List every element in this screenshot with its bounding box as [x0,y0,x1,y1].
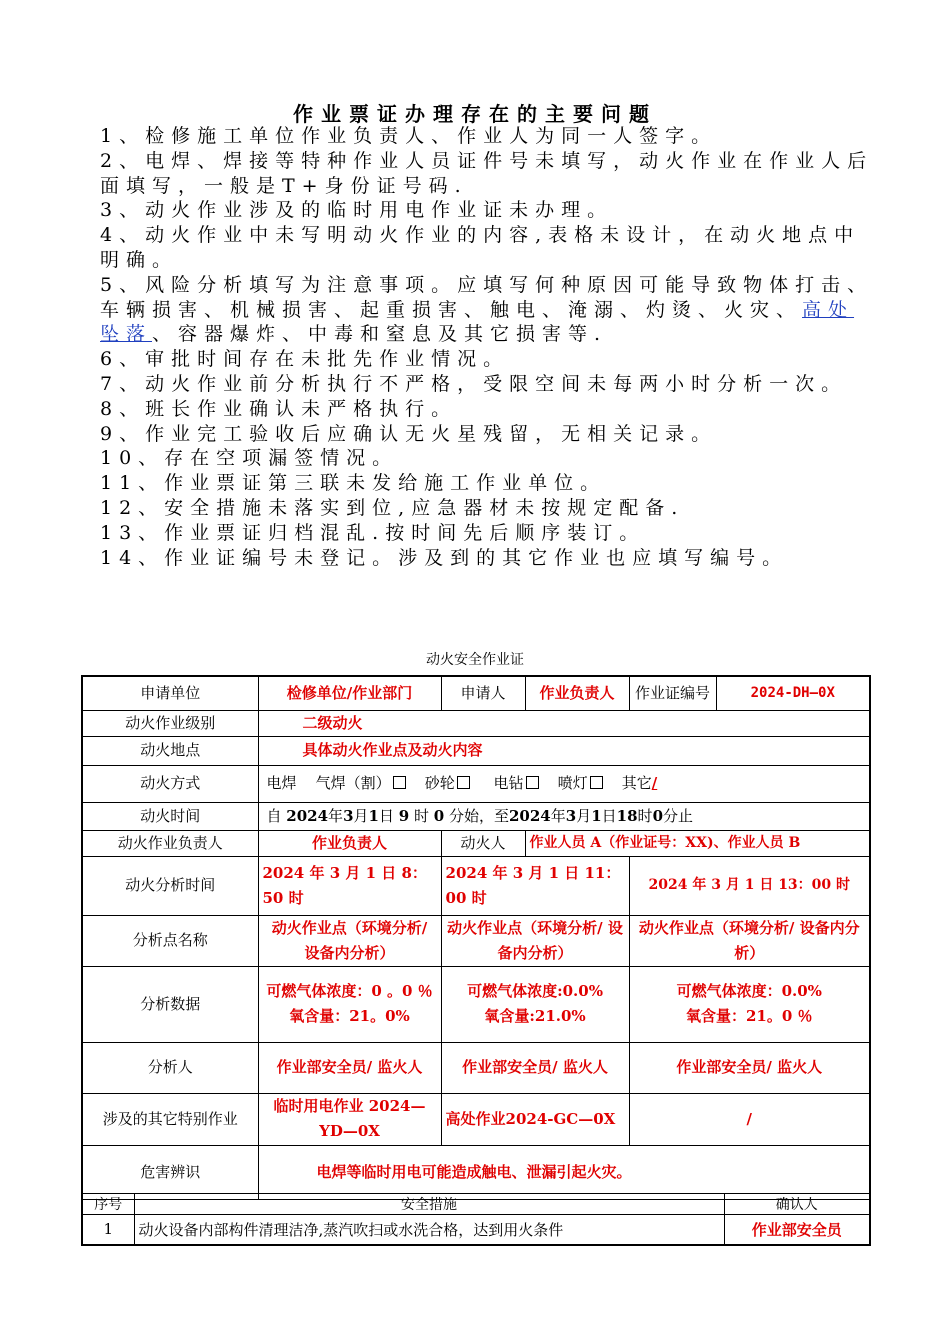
label-hot-work-leader: 动火作业负责人 [82,830,258,856]
label-hot-work-operator: 动火人 [441,830,525,856]
method-other-mark: / [651,774,658,792]
issue-item: 13、作业票证归档混乱.按时间先后顺序装订。 [100,521,646,544]
analysis-time-2: 2024 年 3 月 1 日 11：00 时 [441,856,629,915]
time-text: 分始，至 [448,806,509,825]
label-hot-work-level: 动火作业级别 [82,710,258,736]
time-text: 日 [378,806,394,825]
end-year: 2024 [509,806,551,825]
label-hot-work-method: 动火方式 [82,765,258,802]
analysis-point-2: 动火作业点（环境分析/ 设备内分析） [441,915,629,966]
value-hot-work-leader: 作业负责人 [258,830,441,856]
time-text: 分止 [663,806,694,825]
issue-item: 7、动火作业前分析执行不严格，受限空间未每两小时分析一次。 [100,372,848,395]
analyst-2: 作业部安全员/ 监火人 [441,1042,629,1093]
value-hot-work-level: 二级动火 [258,710,870,736]
time-text: 时 [637,806,653,825]
analysis-time-1: 2024 年 3 月 1 日 8：50 时 [258,856,441,915]
label-other-special-work: 涉及的其它特别作业 [82,1093,258,1145]
time-text: 年 [328,806,344,825]
analysis-time-3: 2024 年 3 月 1 日 13：00 时 [629,856,870,915]
checkbox-drilling[interactable] [526,776,539,789]
start-minute: 0 [433,806,445,825]
issue-item: 14、作业证编号未登记。涉及到的其它作业也应填写编号。 [100,546,789,569]
issue-item: 10、存在空项漏签情况。 [100,447,399,470]
analysis-data-1 [258,966,441,1042]
other-work-3: / [629,1093,870,1145]
end-hour: 18 [616,806,638,825]
measure-number: 1 [82,1215,134,1245]
issues-list [100,124,880,570]
issue-item: 2、电焊、焊接等特种作业人员证件号未填写，动火作业在作业人后面填写，一般是T+身份证号码. [100,149,874,197]
analyst-3: 作业部安全员/ 监火人 [629,1042,870,1093]
hyperlink-high-fall[interactable]: 高处坠落 [100,298,855,346]
time-text: 月 [353,806,369,825]
hot-work-time-range [258,802,870,830]
issue-item: 4、动火作业中未写明动火作业的内容,表格未设计，在动火地点中明确。 [100,224,861,271]
value-applicant: 作业负责人 [525,676,629,710]
header-safety-measure: 安全措施 [134,1194,724,1215]
checkbox-gas-welding[interactable] [393,776,406,789]
issue-5-text-b: 、容器爆炸、中毒和窒息及其它损害等. [152,323,608,346]
value-hazard-identification: 电焊等临时用电可能造成触电、泄漏引起火灾。 [258,1145,870,1199]
value-hot-work-location: 具体动火作业点及动火内容 [258,736,870,765]
safety-measures-table [81,1193,871,1246]
start-month: 3 [343,806,354,825]
label-analyst: 分析人 [82,1042,258,1093]
method-grinding: 砂轮 [424,774,455,792]
analysis-data-2 [441,966,629,1042]
start-hour: 9 [398,806,410,825]
label-cert-number: 作业证编号 [629,676,716,710]
label-analysis-data: 分析数据 [82,966,258,1042]
oxygen-content: 氧含量：21。0% [289,1007,410,1025]
value-applicant-unit: 检修单位/作业部门 [258,676,441,710]
label-hazard-identification: 危害辨识 [82,1145,258,1199]
gas-concentration: 可燃气体浓度:0.0% [467,982,603,1000]
document-title: 作业票证办理存在的主要问题 [293,102,657,126]
time-text: 日 [601,806,617,825]
time-text: 自 [266,806,282,825]
method-gas-welding: 气焊（割） [315,774,391,792]
end-day: 1 [591,806,602,825]
method-electric-welding: 电焊 [266,774,297,792]
issue-item: 3、动火作业涉及的临时用电作业证未办理。 [100,199,614,222]
analysis-data-3 [629,966,870,1042]
issue-item: 12、安全措施未落实到位,应急器材未按规定配备. [100,496,685,519]
value-hot-work-operator: 作业人员 A（作业证号：XX)、作业人员 B [525,830,870,856]
label-analysis-time: 动火分析时间 [82,856,258,915]
hot-work-permit-table [81,675,871,1200]
other-work-1: 临时用电作业 2024—YD—0X [258,1093,441,1145]
analyst-1: 作业部安全员/ 监火人 [258,1042,441,1093]
measure-text: 动火设备内部构件清理洁净,蒸汽吹扫或水洗合格，达到用火条件 [134,1215,724,1245]
method-blowtorch: 喷灯 [557,774,588,792]
label-analysis-point: 分析点名称 [82,915,258,966]
time-text: 时 [413,806,429,825]
oxygen-content: 氧含量：21。0 ％ [685,1007,813,1025]
header-confirmer: 确认人 [724,1194,870,1215]
label-hot-work-time: 动火时间 [82,802,258,830]
measure-confirmer: 作业部安全员 [724,1215,870,1245]
analysis-point-3: 动火作业点（环境分析/ 设备内分析） [629,915,870,966]
method-drilling: 电钻 [493,774,524,792]
end-minute: 0 [652,806,663,825]
time-text: 年 [550,806,566,825]
issue-item: 6、审批时间存在未批先作业情况。 [100,348,510,371]
table-row [82,1215,870,1245]
issue-item: 9、作业完工验收后应确认无火星残留，无相关记录。 [100,422,718,445]
analysis-point-1: 动火作业点（环境分析/ 设备内分析） [258,915,441,966]
end-month: 3 [565,806,577,825]
checkbox-blowtorch[interactable] [590,776,603,789]
issue-item: 11、作业票证第三联未发给施工作业单位。 [100,472,607,495]
label-applicant-unit: 申请单位 [82,676,258,710]
oxygen-content: 氧含量:21.0% [484,1007,586,1025]
start-year: 2024 [286,806,329,825]
gas-concentration: 可燃气体浓度：0.0% [676,982,822,1000]
issue-item: 1、检修施工单位作业负责人、作业人为同一人签字。 [100,125,718,147]
method-other: 其它 [621,774,652,792]
issue-5-text-a: 5、风险分析填写为注意事项。应填写何种原因可能导致物体打击、车辆损害、机械损害、起重损害、触电、淹溺、灼烫、火灾、 [100,273,874,321]
hot-work-method-options [258,765,870,802]
issue-item [100,273,880,347]
time-text: 月 [576,806,592,825]
value-cert-number: 2024-DH—0X [716,676,870,710]
label-applicant: 申请人 [441,676,525,710]
label-hot-work-location: 动火地点 [82,736,258,765]
form-title: 动火安全作业证 [426,652,524,668]
gas-concentration: 可燃气体浓度：0 。0 ％ [266,982,433,1000]
other-work-2: 高处作业2024-GC—0X [441,1093,629,1145]
issue-item: 8、班长作业确认未严格执行。 [100,397,458,420]
header-number: 序号 [82,1194,134,1215]
checkbox-grinding[interactable] [457,776,470,789]
start-day: 1 [368,806,379,825]
